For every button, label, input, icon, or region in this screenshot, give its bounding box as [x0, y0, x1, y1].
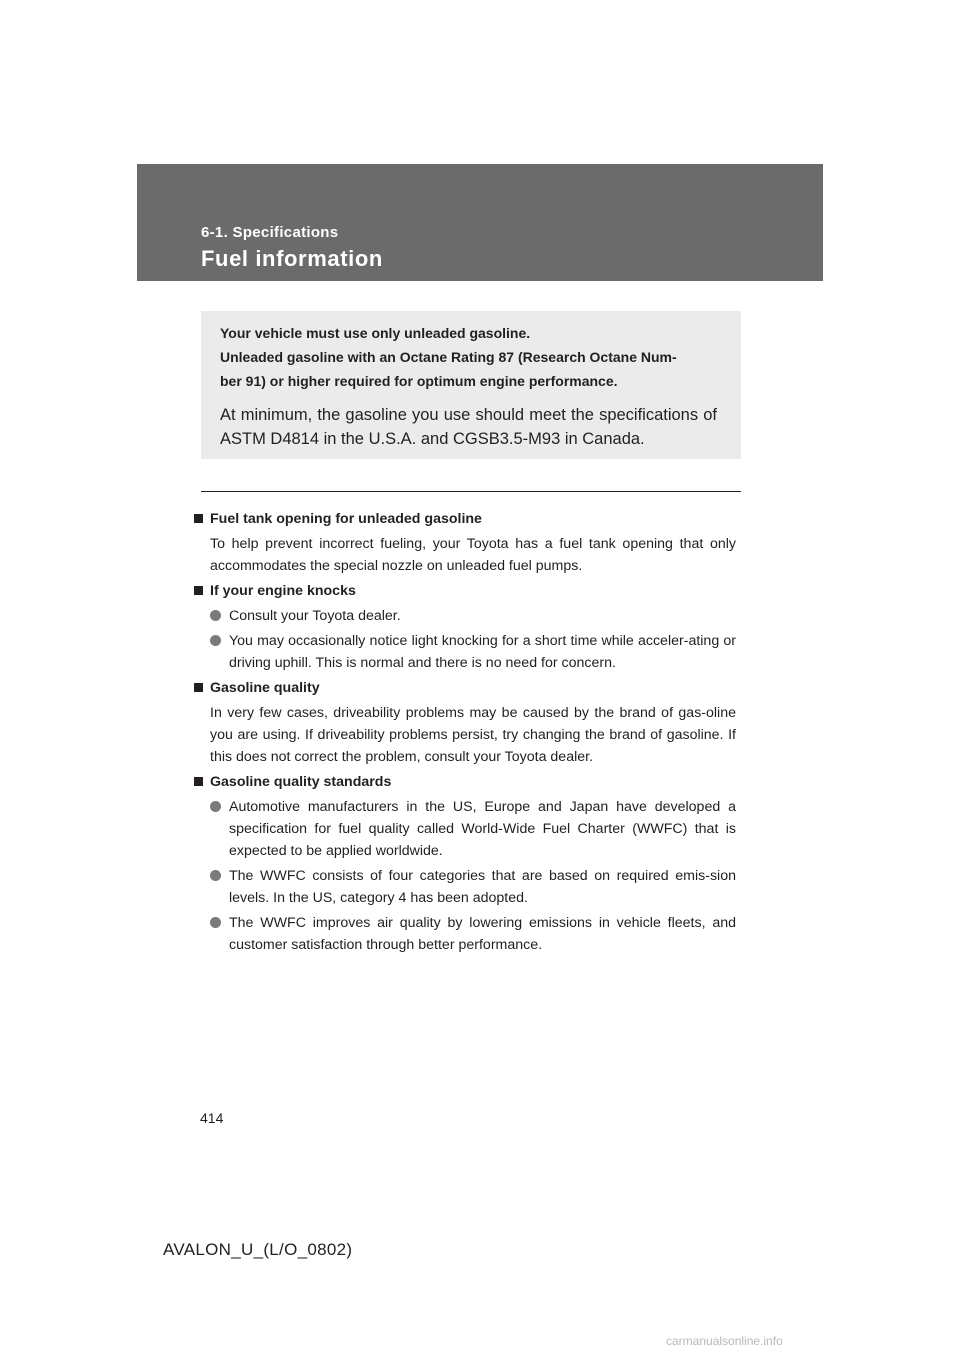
section-heading-text: If your engine knocks — [210, 583, 356, 599]
list-item-text: Automotive manufacturers in the US, Europe and Japan have developed a specification for fuel quality called World-Wide Fuel Charter (WWFC) that is expected to be applied worldwide. — [229, 799, 736, 859]
section-divider — [201, 491, 741, 492]
list-item — [210, 630, 736, 674]
list-item-text: The WWFC improves air quality by lowering emissions in vehicle fleets, and customer satisfaction through better performance. — [229, 915, 736, 953]
section-heading-text: Gasoline quality standards — [210, 774, 392, 790]
section-heading — [194, 580, 736, 602]
summary-bold-line: Unleaded gasoline with an Octane Rating 87 (Research Octane Num- — [220, 349, 677, 365]
square-bullet-icon — [194, 514, 203, 523]
section-heading — [194, 677, 736, 699]
watermark: carmanualsonline.info — [666, 1334, 783, 1348]
summary-bold-line: ber 91) or higher required for optimum engine performance. — [220, 373, 618, 389]
list-item-text: The WWFC consists of four categories that are based on required emis-sion levels. In the US, category 4 has been adopted. — [229, 868, 736, 906]
square-bullet-icon — [194, 586, 203, 595]
page-title: Fuel information — [201, 246, 383, 271]
round-bullet-icon — [210, 635, 221, 646]
round-bullet-icon — [210, 917, 221, 928]
list-item-text: You may occasionally notice light knocking for a short time while acceler-ating or driving uphill. This is normal and there is no need for concern. — [229, 633, 736, 671]
list-item — [210, 605, 736, 627]
list-item — [210, 865, 736, 909]
section-heading — [194, 508, 736, 530]
list-item — [210, 912, 736, 956]
section-body: To help prevent incorrect fueling, your Toyota has a fuel tank opening that only accommodates the special nozzle on unleaded fuel pumps. — [210, 536, 736, 574]
chapter-header-band — [137, 164, 823, 281]
section-body: In very few cases, driveability problems may be caused by the brand of gas-oline you are using. If driveability problems persist, try changing the brand of gasoline. If this does not correct the problem, consult your Toyota dealer. — [210, 705, 736, 765]
content-body — [210, 508, 736, 959]
section-label: 6-1. Specifications — [201, 224, 339, 241]
section-heading — [194, 771, 736, 793]
round-bullet-icon — [210, 870, 221, 881]
section-gasoline-quality-standards — [210, 771, 736, 956]
round-bullet-icon — [210, 610, 221, 621]
round-bullet-icon — [210, 801, 221, 812]
list-item — [210, 796, 736, 862]
square-bullet-icon — [194, 777, 203, 786]
section-heading-text: Fuel tank opening for unleaded gasoline — [210, 511, 482, 527]
square-bullet-icon — [194, 683, 203, 692]
section-fuel-tank-opening — [210, 508, 736, 577]
section-gasoline-quality — [210, 677, 736, 768]
list-item-text: Consult your Toyota dealer. — [229, 608, 401, 624]
footer-code: AVALON_U_(L/O_0802) — [163, 1240, 353, 1259]
section-engine-knocks — [210, 580, 736, 674]
page-number: 414 — [200, 1110, 224, 1126]
summary-box — [201, 311, 741, 459]
section-heading-text: Gasoline quality — [210, 680, 320, 696]
summary-paragraph: At minimum, the gasoline you use should meet the specifications of ASTM D4814 in the U.S.A. and CGSB3.5-M93 in Canada. — [220, 406, 717, 448]
summary-bold-line: Your vehicle must use only unleaded gasoline. — [220, 325, 531, 341]
